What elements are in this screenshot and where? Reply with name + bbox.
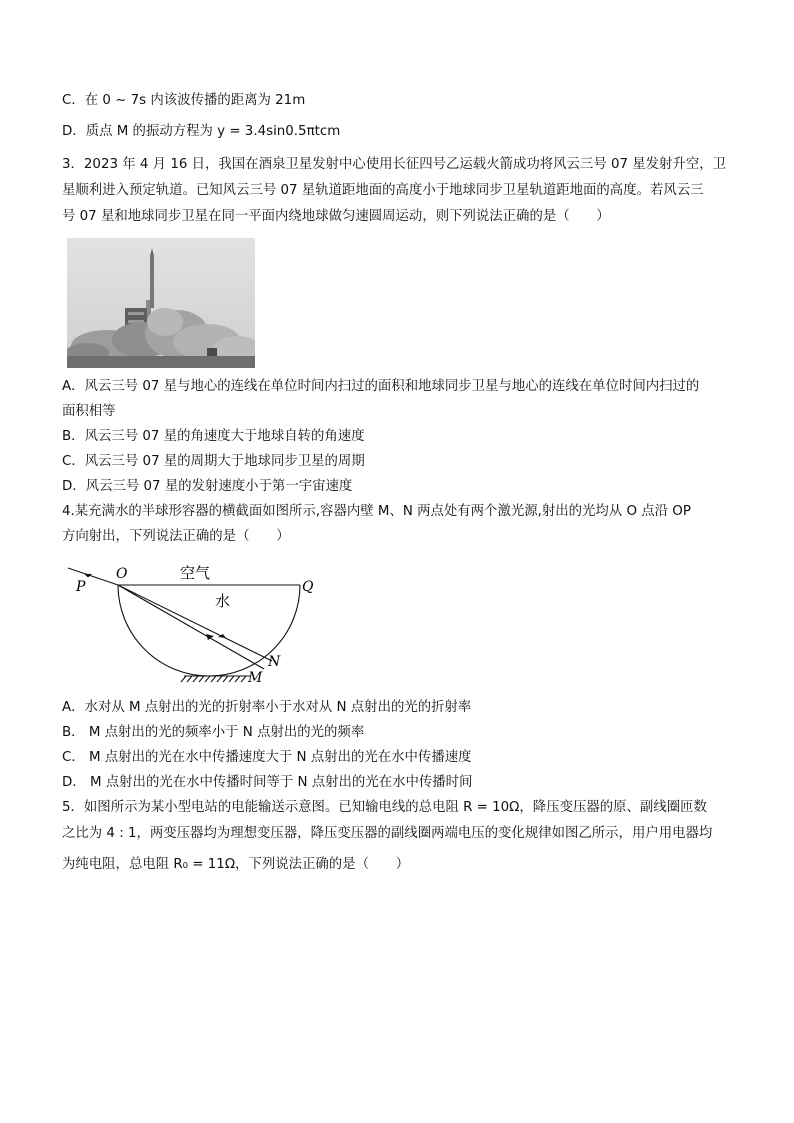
label-o: O	[116, 566, 128, 582]
q3-option-a-line-2: 面积相等	[62, 404, 116, 419]
q3-option-b: B．风云三号 07 星的角速度大于地球自转的角速度	[62, 429, 365, 444]
hemisphere-container-diagram	[62, 556, 322, 690]
q3-stem-line-3: 号 07 星和地球同步卫星在同一平面内绕地球做匀速圆周运动，则下列说法正确的是（ ）	[62, 209, 610, 224]
q3-option-c: C．风云三号 07 星的周期大于地球同步卫星的周期	[62, 454, 365, 469]
label-air: 空气	[180, 564, 211, 582]
q5-stem-line-3: 为纯电阻，总电阻 R₀ = 11Ω，下列说法正确的是（ ）	[62, 857, 410, 872]
ground-hatching	[181, 676, 246, 682]
q3-stem-line-1: 3．2023 年 4 月 16 日，我国在酒泉卫星发射中心使用长征四号乙运载火箭成功将风云三号 07 星发射升空，卫	[62, 157, 727, 172]
q5-stem-line-1: 5．如图所示为某小型电站的电能输送示意图。已知输电线的总电阻 R = 10Ω，降压变压器的原、副线圈匝数	[62, 800, 707, 815]
q2-option-c: C．在 0 ~ 7s 内该波传播的距离为 21m	[62, 93, 306, 108]
label-m: M	[248, 670, 263, 686]
label-q: Q	[302, 579, 314, 595]
q4-stem-line-2: 方向射出，下列说法正确的是（ ）	[62, 529, 290, 544]
q4-option-d: D． M 点射出的光在水中传播时间等于 N 点射出的光在水中传播时间	[62, 775, 473, 790]
rocket-launch-photo	[67, 238, 255, 368]
q5-stem-line-2: 之比为 4 : 1，两变压器均为理想变压器，降压变压器的副线圈两端电压的变化规律如图乙所示，用户用电器均	[62, 826, 713, 841]
q4-stem-line-1: 4.某充满水的半球形容器的横截面如图所示,容器内壁 M、N 两点处有两个激光源,射出的光均从 O 点沿 OP	[62, 504, 691, 519]
q2-option-d: D．质点 M 的振动方程为 y = 3.4sin0.5πtcm	[62, 124, 341, 139]
q4-option-b: B． M 点射出的光的频率小于 N 点射出的光的频率	[62, 725, 365, 740]
q3-option-a-line-1: A．风云三号 07 星与地心的连线在单位时间内扫过的面积和地球同步卫星与地心的连线在单位时间内扫过的	[62, 379, 700, 394]
ray-on	[118, 585, 272, 661]
q3-stem-line-2: 星顺利进入预定轨道。已知风云三号 07 星轨道距地面的高度小于地球同步卫星轨道距地面的高度。若风云三	[62, 183, 704, 198]
label-n: N	[268, 654, 281, 670]
q3-option-d: D．风云三号 07 星的发射速度小于第一宇宙速度	[62, 479, 353, 494]
label-p: P	[76, 579, 86, 595]
label-water: 水	[215, 592, 231, 610]
q4-option-c: C． M 点射出的光在水中传播速度大于 N 点射出的光在水中传播速度	[62, 750, 472, 765]
ray-om	[118, 585, 264, 669]
q4-option-a: A．水对从 M 点射出的光的折射率小于水对从 N 点射出的光的折射率	[62, 700, 472, 715]
